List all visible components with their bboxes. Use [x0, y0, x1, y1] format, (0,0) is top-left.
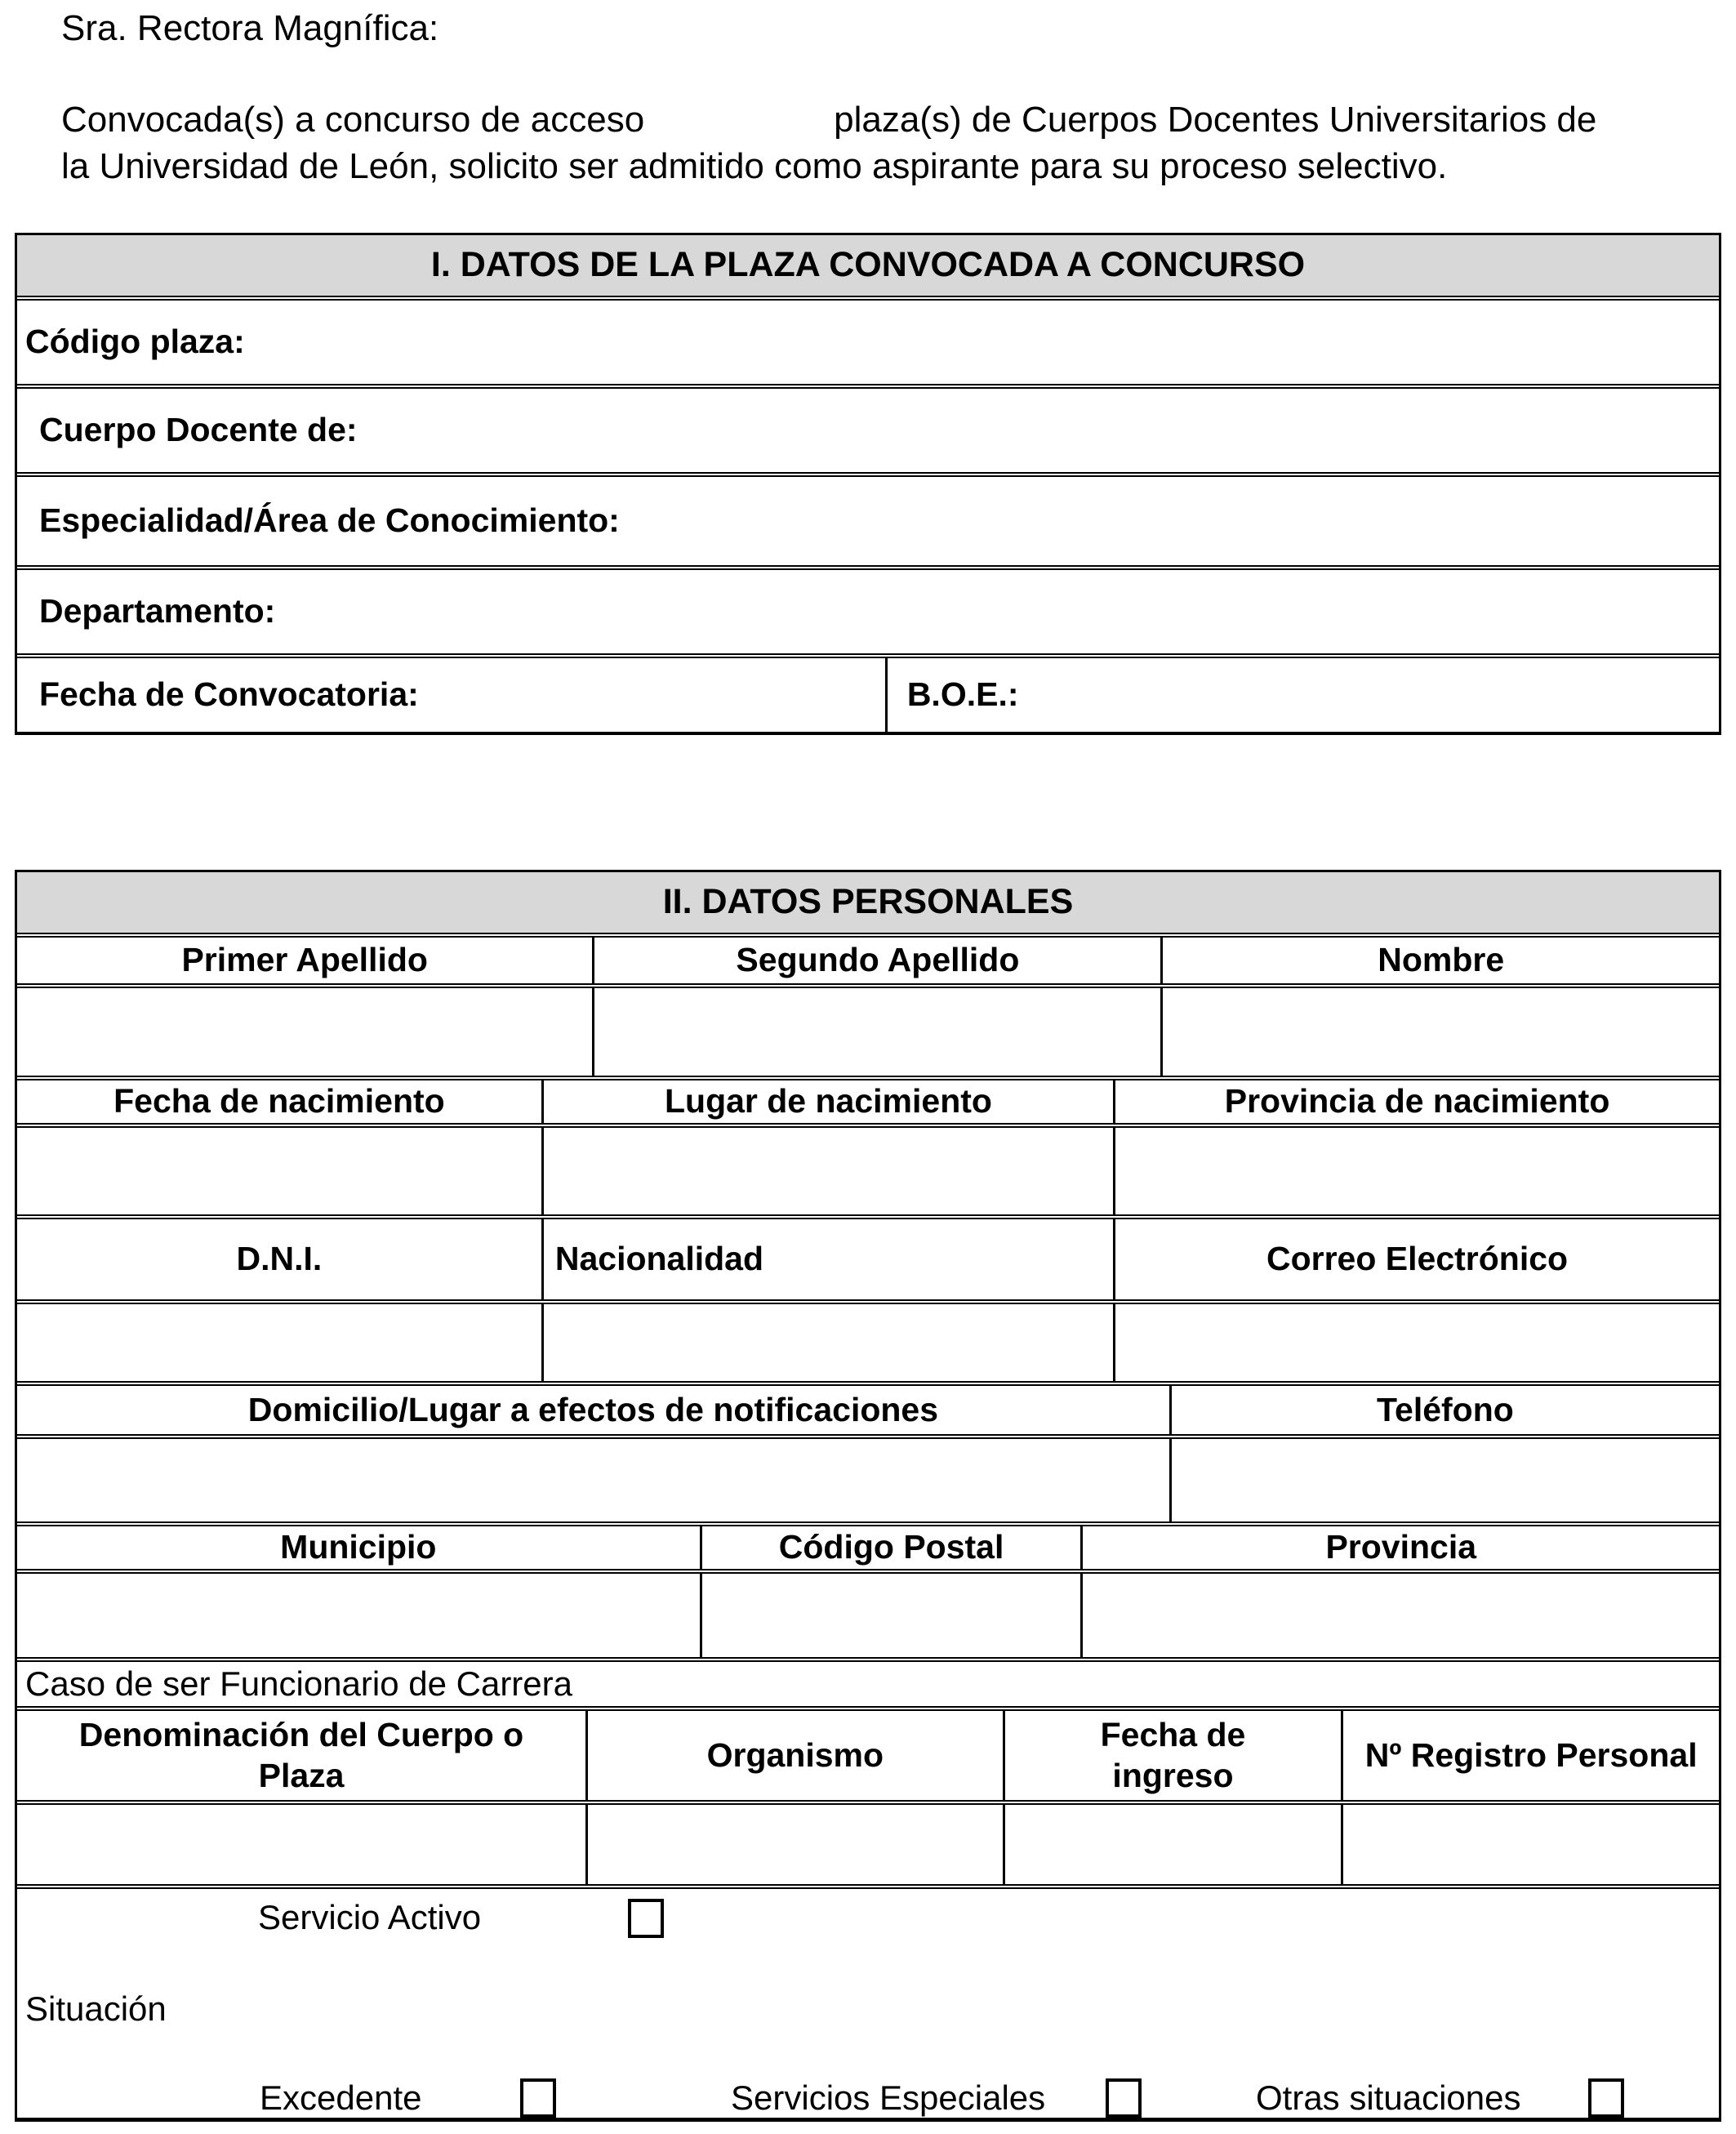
situacion-label: Situación	[25, 1989, 167, 2028]
otras-situaciones-checkbox[interactable]	[1588, 2078, 1624, 2118]
organismo-input[interactable]	[585, 1805, 1003, 1884]
intro-line1-after-gap: plaza(s) de Cuerpos Docentes Universitarios de	[834, 100, 1597, 140]
servicio-activo-label: Servicio Activo	[258, 1898, 482, 1936]
organismo-label: Organismo	[585, 1711, 1003, 1800]
provincia-nacimiento-label: Provincia de nacimiento	[1113, 1080, 1719, 1123]
municipio-input[interactable]	[17, 1574, 700, 1657]
funcionario-carrera-label: Caso de ser Funcionario de Carrera	[25, 1664, 572, 1703]
servicio-activo-checkbox[interactable]	[628, 1899, 664, 1938]
section1-header-row	[17, 235, 1719, 296]
funcionario-value-row	[17, 1800, 1719, 1884]
fecha-nacimiento-input[interactable]	[17, 1128, 541, 1214]
cuerpo-docente-row	[17, 384, 1719, 472]
especialidad-row	[17, 472, 1719, 565]
domicilio-label-row	[17, 1381, 1719, 1434]
correo-label: Correo Electrónico	[1113, 1219, 1719, 1299]
provincia-nacimiento-input[interactable]	[1113, 1128, 1719, 1214]
registro-personal-input[interactable]	[1341, 1805, 1719, 1884]
telefono-label: Teléfono	[1169, 1386, 1719, 1434]
salutation-text: Sra. Rectora Magnífica:	[61, 8, 439, 48]
servicios-especiales-label: Servicios Especiales	[731, 2078, 1046, 2117]
otras-situaciones-label: Otras situaciones	[1256, 2078, 1521, 2117]
fecha-convocatoria-label: Fecha de Convocatoria:	[39, 675, 419, 714]
domicilio-input[interactable]	[17, 1439, 1169, 1521]
boe-label: B.O.E.:	[885, 658, 1719, 732]
registro-personal-label: Nº Registro Personal	[1341, 1711, 1719, 1800]
provincia-input[interactable]	[1080, 1574, 1719, 1657]
funcionario-header-row	[17, 1706, 1719, 1800]
nombre-input[interactable]	[1160, 988, 1719, 1076]
telefono-input[interactable]	[1169, 1439, 1719, 1521]
provincia-label: Provincia	[1080, 1526, 1719, 1569]
nombre-label: Nombre	[1160, 938, 1719, 983]
denominacion-input[interactable]	[17, 1805, 585, 1884]
domicilio-label: Domicilio/Lugar a efectos de notificaciones	[247, 1390, 939, 1428]
fecha-boe-row	[17, 653, 1719, 732]
apellidos-value-row	[17, 983, 1719, 1076]
segundo-apellido-input[interactable]	[592, 988, 1160, 1076]
section1-table	[15, 233, 1721, 735]
nacionalidad-input[interactable]	[541, 1304, 1113, 1381]
excedente-checkbox[interactable]	[520, 2078, 556, 2118]
servicios-especiales-checkbox[interactable]	[1106, 2078, 1142, 2118]
section1-title: I. DATOS DE LA PLAZA CONVOCADA A CONCURSO	[430, 245, 1306, 285]
dni-input[interactable]	[17, 1304, 541, 1381]
dni-label-row	[17, 1214, 1719, 1299]
segundo-apellido-label: Segundo Apellido	[592, 938, 1160, 983]
nacimiento-value-row	[17, 1123, 1719, 1214]
fecha-nacimiento-label: Fecha de nacimiento	[114, 1082, 445, 1120]
municipio-label: Municipio	[280, 1528, 437, 1566]
correo-input[interactable]	[1113, 1304, 1719, 1381]
primer-apellido-input[interactable]	[17, 988, 592, 1076]
departamento-row	[17, 565, 1719, 653]
lugar-nacimiento-input[interactable]	[541, 1128, 1113, 1214]
departamento-label: Departamento:	[39, 592, 276, 630]
fecha-ingreso-input[interactable]	[1003, 1805, 1342, 1884]
municipio-label-row	[17, 1521, 1719, 1569]
intro-line1-before-gap: Convocada(s) a concurso de acceso	[61, 100, 645, 140]
nacimiento-label-row	[17, 1076, 1719, 1123]
section2-title: II. DATOS PERSONALES	[662, 882, 1074, 922]
fecha-ingreso-label: Fecha de ingreso	[1003, 1711, 1342, 1800]
municipio-value-row	[17, 1569, 1719, 1657]
dni-label: D.N.I.	[236, 1240, 323, 1278]
situacion-row	[17, 1884, 1719, 2118]
domicilio-value-row	[17, 1434, 1719, 1521]
section2-table	[15, 870, 1721, 2122]
codigo-postal-label: Código Postal	[700, 1526, 1081, 1569]
intro-paragraph	[61, 96, 1703, 189]
codigo-plaza-label: Código plaza:	[25, 323, 245, 361]
dni-value-row	[17, 1299, 1719, 1381]
especialidad-label: Especialidad/Área de Conocimiento:	[39, 501, 620, 540]
codigo-plaza-row	[17, 296, 1719, 384]
lugar-nacimiento-label: Lugar de nacimiento	[541, 1080, 1113, 1123]
nacionalidad-label: Nacionalidad	[541, 1219, 1113, 1299]
primer-apellido-label: Primer Apellido	[181, 941, 428, 979]
cuerpo-docente-label: Cuerpo Docente de:	[39, 411, 358, 449]
intro-line2: la Universidad de León, solicito ser admitido como aspirante para su proceso selectivo.	[61, 146, 1448, 186]
codigo-postal-input[interactable]	[700, 1574, 1081, 1657]
denominacion-label: Denominación del Cuerpo o Plaza	[78, 1716, 524, 1794]
excedente-label: Excedente	[260, 2078, 422, 2117]
section2-header-row	[17, 872, 1719, 933]
apellidos-label-row	[17, 933, 1719, 983]
funcionario-carrera-row	[17, 1657, 1719, 1706]
